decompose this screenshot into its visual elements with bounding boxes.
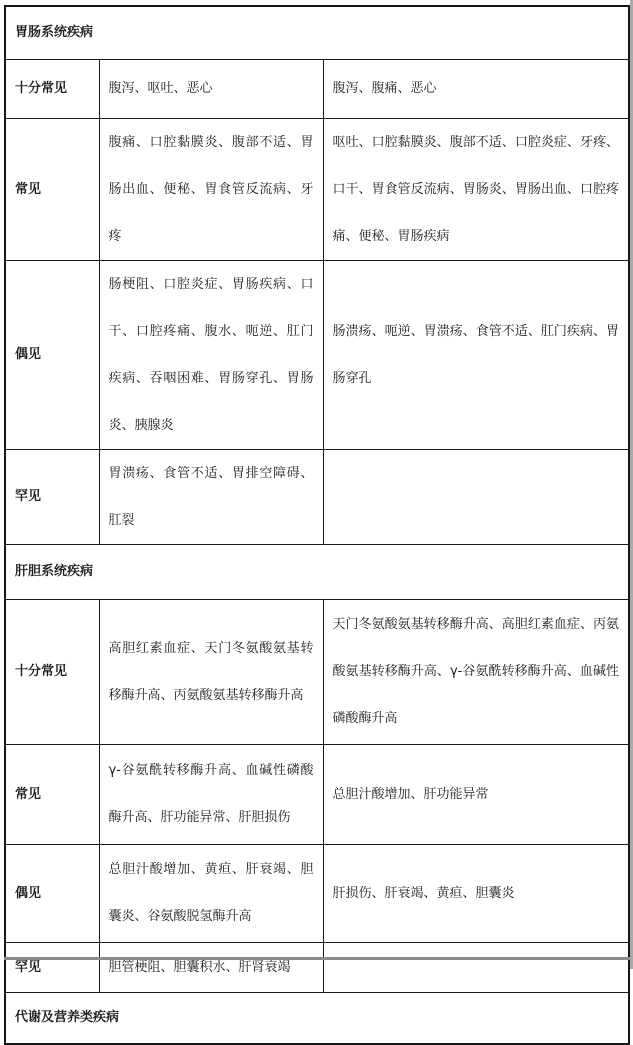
frequency-label: 罕见 bbox=[5, 449, 99, 544]
section-header-row-metabolic bbox=[5, 992, 629, 1044]
section-title: 代谢及营养类疾病 bbox=[5, 992, 629, 1044]
table-row bbox=[5, 599, 629, 744]
frequency-label: 十分常见 bbox=[5, 599, 99, 744]
frequency-label: 十分常见 bbox=[5, 59, 99, 118]
table-row bbox=[5, 744, 629, 844]
section-header-row-hepatobiliary bbox=[5, 544, 629, 599]
reactions-col2-cell: 胆管梗阻、胆囊积水、肝肾衰竭 bbox=[99, 942, 323, 992]
reactions-col3-cell bbox=[323, 449, 629, 544]
reactions-col2-cell: 腹泻、呕吐、恶心 bbox=[99, 59, 323, 118]
reactions-col3-cell: 呕吐、口腔黏膜炎、腹部不适、口腔炎症、牙疼、口干、胃食管反流病、胃肠炎、胃肠出血、口腔疼痛、便秘、胃肠疾病 bbox=[323, 118, 629, 260]
reactions-col3-cell: 肠溃疡、呃逆、胃溃疡、食管不适、肛门疾病、胃肠穿孔 bbox=[323, 260, 629, 449]
section-header-row-gastrointestinal bbox=[5, 6, 629, 59]
table-row bbox=[5, 260, 629, 449]
reactions-col2-cell: 胃溃疡、食管不适、胃排空障碍、肛裂 bbox=[99, 449, 323, 544]
frequency-label: 常见 bbox=[5, 118, 99, 260]
section-title: 胃肠系统疾病 bbox=[5, 6, 629, 59]
page-bottom-divider bbox=[4, 957, 633, 960]
reactions-col3-cell: 腹泻、腹痛、恶心 bbox=[323, 59, 629, 118]
table-row bbox=[5, 118, 629, 260]
reactions-col3-cell bbox=[323, 942, 629, 992]
table-row bbox=[5, 844, 629, 942]
frequency-label: 偶见 bbox=[5, 260, 99, 449]
table-row bbox=[5, 59, 629, 118]
reactions-col2-cell: 腹痛、口腔黏膜炎、腹部不适、胃肠出血、便秘、胃食管反流病、牙疼 bbox=[99, 118, 323, 260]
reactions-col3-cell: 总胆汁酸增加、肝功能异常 bbox=[323, 744, 629, 844]
reactions-col2-cell: 肠梗阻、口腔炎症、胃肠疾病、口干、口腔疼痛、腹水、呃逆、肛门疾病、吞咽困难、胃肠穿孔、胃肠炎、胰腺炎 bbox=[99, 260, 323, 449]
reactions-col2-cell: 高胆红素血症、天门冬氨酸氨基转移酶升高、丙氨酸氨基转移酶升高 bbox=[99, 599, 323, 744]
reactions-col2-cell: γ-谷氨酰转移酶升高、血碱性磷酸酶升高、肝功能异常、肝胆损伤 bbox=[99, 744, 323, 844]
frequency-label: 罕见 bbox=[5, 942, 99, 992]
frequency-label: 常见 bbox=[5, 744, 99, 844]
reactions-col3-cell: 天门冬氨酸氨基转移酶升高、高胆红素血症、丙氨酸氨基转移酶升高、γ-谷氨酰转移酶升高、血碱性磷酸酶升高 bbox=[323, 599, 629, 744]
table-row bbox=[5, 449, 629, 544]
table-row bbox=[5, 942, 629, 992]
reactions-col3-cell: 肝损伤、肝衰竭、黄疸、胆囊炎 bbox=[323, 844, 629, 942]
frequency-label: 偶见 bbox=[5, 844, 99, 942]
adverse-reactions-table bbox=[4, 5, 630, 1045]
reactions-col2-cell: 总胆汁酸增加、黄疸、肝衰竭、胆囊炎、谷氨酸脱氢酶升高 bbox=[99, 844, 323, 942]
section-title: 肝胆系统疾病 bbox=[5, 544, 629, 599]
